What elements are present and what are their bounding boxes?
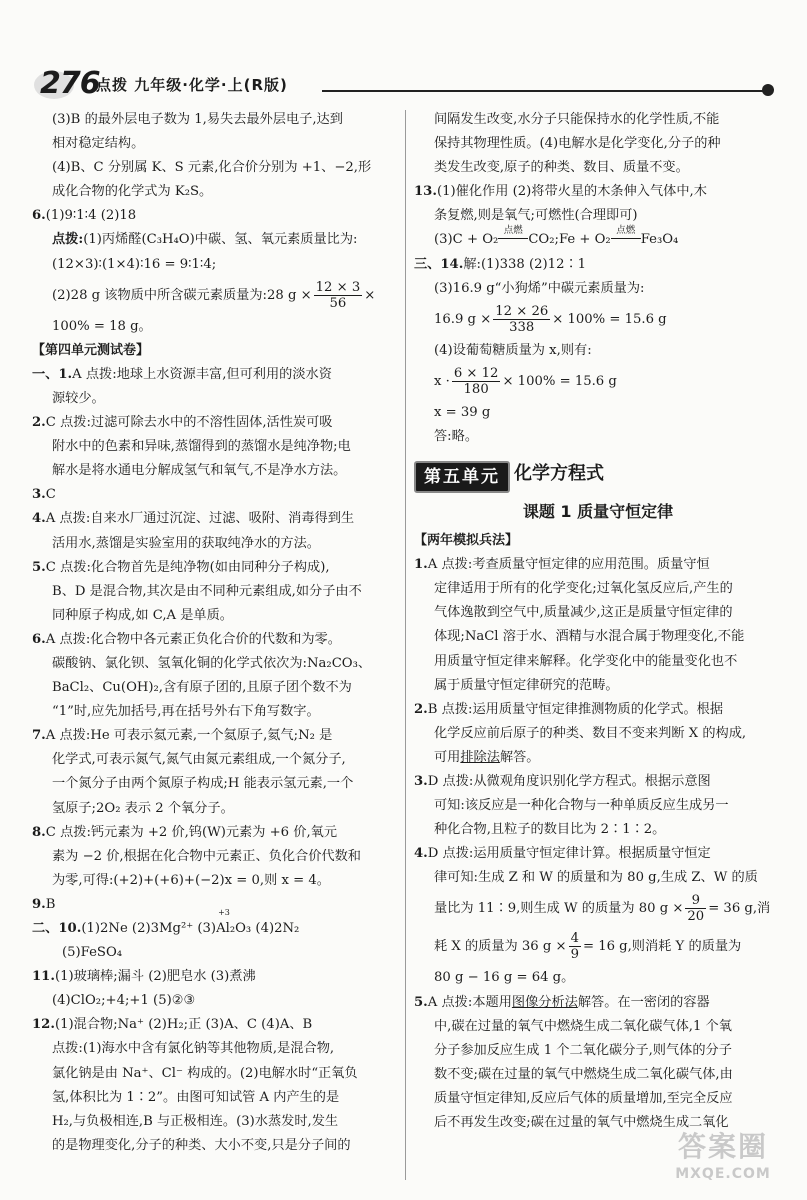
question-number: 二、10. <box>32 921 82 936</box>
answer-line: 中,碳在过量的氧气中燃烧生成二氧化碳气体,1 个氧 <box>434 1018 732 1034</box>
answer-text: (1)9∶1∶4 (2)18 <box>45 208 137 224</box>
tip-label: 点拨: <box>52 232 84 248</box>
reaction-arrow <box>498 225 528 243</box>
question-13 <box>414 180 782 204</box>
formula-text: x · <box>434 373 450 389</box>
fraction-denominator: 180 <box>463 381 489 397</box>
question-number: 9. <box>32 896 46 912</box>
question-number: 5. <box>32 559 46 575</box>
answer-text: B <box>45 896 56 912</box>
question-number: 3. <box>32 487 46 503</box>
answer-line: 80 g − 16 g = 64 g。 <box>434 970 575 986</box>
answer-line: 为零,可得:(+2)+(+6)+(−2)x = 0,则 x = 4。 <box>52 872 330 888</box>
answer-text: (1)玻璃棒;漏斗 (2)肥皂水 (3)煮沸 <box>54 969 256 985</box>
sim-question-2 <box>414 698 782 722</box>
answer-text: (1)催化作用 (2)将带火星的木条伸入气体中,木 <box>436 184 707 200</box>
formula-text: × <box>364 287 376 303</box>
question-number: 4. <box>32 511 46 527</box>
answer-line: (3)16.9 g“小狗烯”中碳元素质量为: <box>434 280 645 296</box>
question-3 <box>32 483 404 507</box>
fraction-numerator: 4 <box>570 931 579 947</box>
question-number: 一、1. <box>32 366 73 382</box>
answer-line: 保持其物理性质。(4)电解水是化学变化,分子的种 <box>434 136 721 152</box>
answer-text: A 点拨:本题用 <box>427 994 512 1010</box>
answer-line: BaCl₂、Cu(OH)₂,含有原子团的,且原子团个数不为 <box>52 680 352 696</box>
question-4 <box>32 507 404 531</box>
question-12 <box>32 1013 404 1037</box>
answer-line: 属于质量守恒定律研究的范畴。 <box>434 677 619 693</box>
formula-text: 耗 X 的质量为 36 g × <box>434 939 567 955</box>
answer-text: (1)2Ne (2)3Mg²⁺ (3) <box>81 921 217 936</box>
answer-line: 附水中的色素和异味,蒸馏得到的蒸馏水是纯净物;电 <box>52 439 351 455</box>
question-number: 7. <box>32 728 46 744</box>
answer-text: (4)2N₂ <box>255 921 300 936</box>
fraction <box>493 304 550 335</box>
answer-line: x = 39 g <box>434 404 491 420</box>
formula-text: = 16 g,则消耗 Y 的质量为 <box>582 939 742 955</box>
question-number: 三、14. <box>414 256 464 272</box>
watermark-logo: 答案圈 <box>677 1130 768 1163</box>
watermark <box>653 1130 793 1192</box>
fraction-denominator: 20 <box>687 909 705 925</box>
answer-line: 氯化钠是由 Na⁺、Cl⁻ 构成的。(2)电解水时“正氧负 <box>52 1065 358 1081</box>
right-column <box>414 108 782 1135</box>
question-number: 5. <box>414 994 428 1010</box>
formula-text: 16.9 g × <box>434 311 492 327</box>
answer-line: 体现;NaCl 溶于水、酒精与水混合属于物理变化,不能 <box>434 629 745 645</box>
fraction-numerator: 9 <box>685 893 706 909</box>
question-number: 1. <box>414 557 428 573</box>
fraction-numerator: 12 × 3 <box>315 279 361 295</box>
formula-text: = 36 g,消 <box>708 901 771 917</box>
question-number: 6. <box>32 208 46 224</box>
question-6 <box>32 204 404 228</box>
answer-line: 活用水,蒸馏是实验室用的获取纯净水的方法。 <box>52 535 320 551</box>
unit-badge: 第五单元 <box>414 461 510 493</box>
question-2 <box>32 411 404 435</box>
question-8 <box>32 821 404 845</box>
answer-line: 源较少。 <box>52 390 105 406</box>
valence-formula: +3 Al₂O₃ <box>216 908 252 936</box>
formula-text: CO₂;Fe + O₂ <box>528 232 611 248</box>
arrow-shaft <box>498 238 528 239</box>
answer-text: C 点拨:过滤可除去水中的不溶性固体,活性炭可吸 <box>45 415 333 431</box>
answer-line: B、D 是混合物,其次是由不同种元素组成,如分子由不 <box>52 583 362 599</box>
answer-text: B 点拨:运用质量守恒定律推测物质的化学式。根据 <box>427 701 724 717</box>
formula-line <box>414 928 782 966</box>
book-title: 点拨 九年级·化学·上(R版) <box>96 76 288 94</box>
answer-text: D 点拨:运用质量守恒定律计算。根据质量守恒定 <box>427 846 711 862</box>
answer-text: C 点拨:化合物首先是纯净物(如由同种分子构成), <box>45 559 330 575</box>
answer-line: 氢原子;2O₂ 表示 2 个氧分子。 <box>52 800 234 816</box>
answer-line: (4)B、C 分别属 K、S 元素,化合价分别为 +1、−2,形 <box>52 160 372 176</box>
fraction <box>452 366 501 397</box>
answer-line: 类发生改变,原子的种类、数目、质量不变。 <box>434 160 689 176</box>
answer-line: 答:略。 <box>434 428 479 444</box>
fraction <box>685 893 706 924</box>
answer-line: 一个氮分子由两个氮原子构成;H 能表示氢元素,一个 <box>52 776 354 792</box>
answer-line: 氢,体积比为 1∶2”。由图可知试管 A 内产生的是 <box>52 1089 340 1105</box>
reaction-arrow <box>611 225 641 243</box>
question-number: 13. <box>414 184 437 200</box>
equation-line <box>414 225 782 252</box>
question-number: 11. <box>32 969 55 985</box>
answer-text: D 点拨:从微观角度识别化学方程式。根据示意图 <box>427 773 711 789</box>
formula-line <box>32 277 404 315</box>
answer-line: 间隔发生改变,水分子只能保持水的化学性质,不能 <box>434 112 720 127</box>
formula-line <box>414 301 782 339</box>
answer-line: 成化合物的化学式为 K₂S。 <box>52 184 213 200</box>
question-7 <box>32 724 404 748</box>
answer-line: 的是物理变化,分子的种类、大小不变,只是分子间的 <box>52 1137 351 1153</box>
answer-text: 可用 <box>434 749 461 765</box>
sim-question-1 <box>414 553 782 577</box>
question-5 <box>32 556 404 580</box>
sim-question-3 <box>414 770 782 794</box>
unit-title: 化学方程式 <box>514 463 604 485</box>
question-14 <box>414 253 782 277</box>
question-6b <box>32 628 404 652</box>
method-term: 图像分析法 <box>511 994 578 1010</box>
answer-line: (12×3)∶(1×4)∶16 = 9∶1∶4; <box>52 256 217 272</box>
answer-line: 数不变;碳在过量的氧气中燃烧生成二氧化碳气体,由 <box>434 1066 733 1082</box>
lesson-title: 课题 1 质量守恒定律 <box>522 502 674 522</box>
tip-line <box>32 228 404 252</box>
fraction-denominator: 338 <box>509 319 535 335</box>
tip-text: (1)丙烯醛(C₃H₄O)中碳、氢、氧元素质量比为: <box>83 232 358 248</box>
answer-line: 用质量守恒定律来解释。化学变化中的能量变化也不 <box>434 653 738 669</box>
answer-line: 气体逸散到空气中,质量减少,这正是质量守恒定律的 <box>434 605 733 621</box>
question-11 <box>32 965 404 989</box>
answer-text: A 点拨:地球上水资源丰富,但可利用的淡水资 <box>72 366 332 382</box>
answer-text: A 点拨:考查质量守恒定律的应用范围。质量守恒 <box>427 557 710 573</box>
answer-line: 后不再发生改变;碳在过量的氧气中燃烧生成二氧化 <box>434 1115 729 1130</box>
reaction-condition: 点燃 <box>616 225 636 237</box>
question-number: 3. <box>414 773 428 789</box>
fraction <box>569 931 581 962</box>
answer-text: A 点拨:自来水厂通过沉淀、过滤、吸附、消毒得到生 <box>45 511 355 527</box>
answer-line: H₂,与负极相连,B 与正极相连。(3)水蒸发时,发生 <box>52 1113 339 1129</box>
fraction-denominator: 56 <box>329 295 347 311</box>
header-dot <box>762 84 774 96</box>
answer-line: 种化合物,且粒子的数目比为 2∶1∶2。 <box>434 822 666 838</box>
header-rule <box>322 90 770 92</box>
question-number: 8. <box>32 824 46 840</box>
answer-line: 化学反应前后原子的种类、数目不变来判断 X 的构成, <box>434 725 747 741</box>
answer-line: 化学式,可表示氮气,氮气由氮元素组成,一个氮分子, <box>52 752 346 768</box>
page-number: 276 <box>40 66 100 101</box>
answer-line: 素为 −2 价,根据在化合物中元素正、负化合价代数和 <box>52 848 361 864</box>
answer-line: 同种原子构成,如 C,A 是单质。 <box>52 607 233 623</box>
answer-line: 质量守恒定律知,反应后气体的质量增加,至完全反应 <box>434 1090 733 1106</box>
fraction-denominator: 9 <box>570 947 579 963</box>
answer-line: (3)B 的最外层电子数为 1,易失去最外层电子,达到 <box>52 112 343 127</box>
answer-text: 解答。在一密闭的容器 <box>577 994 710 1010</box>
sim-question-5 <box>414 991 782 1015</box>
question-10 <box>32 908 404 941</box>
answer-line: 碳酸钠、氯化钡、氢氧化铜的化学式依次为:Na₂CO₃、 <box>52 655 372 671</box>
formula-text: Fe₃O₄ <box>640 232 679 248</box>
answer-text: 解答。 <box>499 749 540 765</box>
answer-line: “1”时,应先加括号,再在括号外右下角写数字。 <box>52 704 320 720</box>
unit-banner <box>414 455 782 495</box>
formula-line <box>414 363 782 401</box>
answer-text: C 点拨:钙元素为 +2 价,钨(W)元素为 +6 价,氧元 <box>45 824 338 840</box>
fraction-numerator: 6 × 12 <box>453 365 499 381</box>
answer-line: 可知:该反应是一种化合物与一种单质反应生成另一 <box>434 798 729 814</box>
answer-text: C <box>45 487 56 503</box>
formula-text: × 100% = 15.6 g <box>502 373 617 389</box>
answer-line: 律可知:生成 Z 和 W 的质量和为 80 g,生成 Z、W 的质 <box>434 870 758 886</box>
answer-text: (1)混合物;Na⁺ (2)H₂;正 (3)A、C (4)A、B <box>54 1017 313 1033</box>
answer-line: 相对稳定结构。 <box>52 136 145 152</box>
answer-line: (5)FeSO₄ <box>62 945 123 961</box>
section-header: 【第四单元测试卷】 <box>32 342 150 358</box>
column-divider <box>405 110 406 1180</box>
answer-line: 条复燃,则是氧气;可燃性(合理即可) <box>434 208 638 224</box>
formula-text: (3)C + O₂ <box>434 232 499 248</box>
left-column <box>32 108 404 1158</box>
answer-line: 定律适用于所有的化学变化;过氧化氢反应后,产生的 <box>434 581 733 597</box>
arrow-shaft <box>611 238 641 239</box>
answer-text: A 点拨:He 可表示氦元素,一个氦原子,氦气;N₂ 是 <box>45 728 333 744</box>
answer-line <box>414 746 782 770</box>
formula-line <box>414 890 782 928</box>
answer-line: (4)设葡萄糖质量为 x,则有: <box>434 342 592 358</box>
sim-question-4 <box>414 842 782 866</box>
question-number: 2. <box>32 415 46 431</box>
watermark-url: MXQE.COM <box>675 1166 771 1182</box>
question-number: 2. <box>414 701 428 717</box>
answer-line: 点拨:(1)海水中含有氯化钠等其他物质,是混合物, <box>52 1041 335 1057</box>
question-1 <box>32 363 404 387</box>
question-number: 4. <box>414 846 428 862</box>
formula-text: (2)28 g 该物质中所含碳元素质量为:28 g × <box>52 287 312 303</box>
question-number: 12. <box>32 1017 55 1033</box>
answer-text: A 点拨:化合物中各元素正负化合价的代数和为零。 <box>45 631 341 647</box>
method-term: 排除法 <box>460 749 500 765</box>
answer-line: 解水是将水通电分解成氢气和氧气,不是净水方法。 <box>52 463 347 479</box>
page-header <box>0 0 807 100</box>
fraction <box>314 280 363 311</box>
fraction-numerator: 12 × 26 <box>495 303 549 319</box>
question-number: 6. <box>32 631 46 647</box>
reaction-condition: 点燃 <box>503 225 523 237</box>
answer-line: 分子参加反应生成 1 个二氧化碳分子,则气体的分子 <box>434 1042 732 1058</box>
formula-text: Al₂O₃ <box>216 921 252 936</box>
answer-text: 解:(1)338 (2)12∶1 <box>463 256 587 272</box>
answer-line: 100% = 18 g。 <box>52 318 152 334</box>
section-header: 【两年模拟兵法】 <box>414 533 519 549</box>
answer-line: (4)ClO₂;+4;+1 (5)②③ <box>52 993 196 1009</box>
formula-text: × 100% = 15.6 g <box>552 311 667 327</box>
formula-text: 量比为 11∶9,则生成 W 的质量为 80 g × <box>434 901 684 917</box>
